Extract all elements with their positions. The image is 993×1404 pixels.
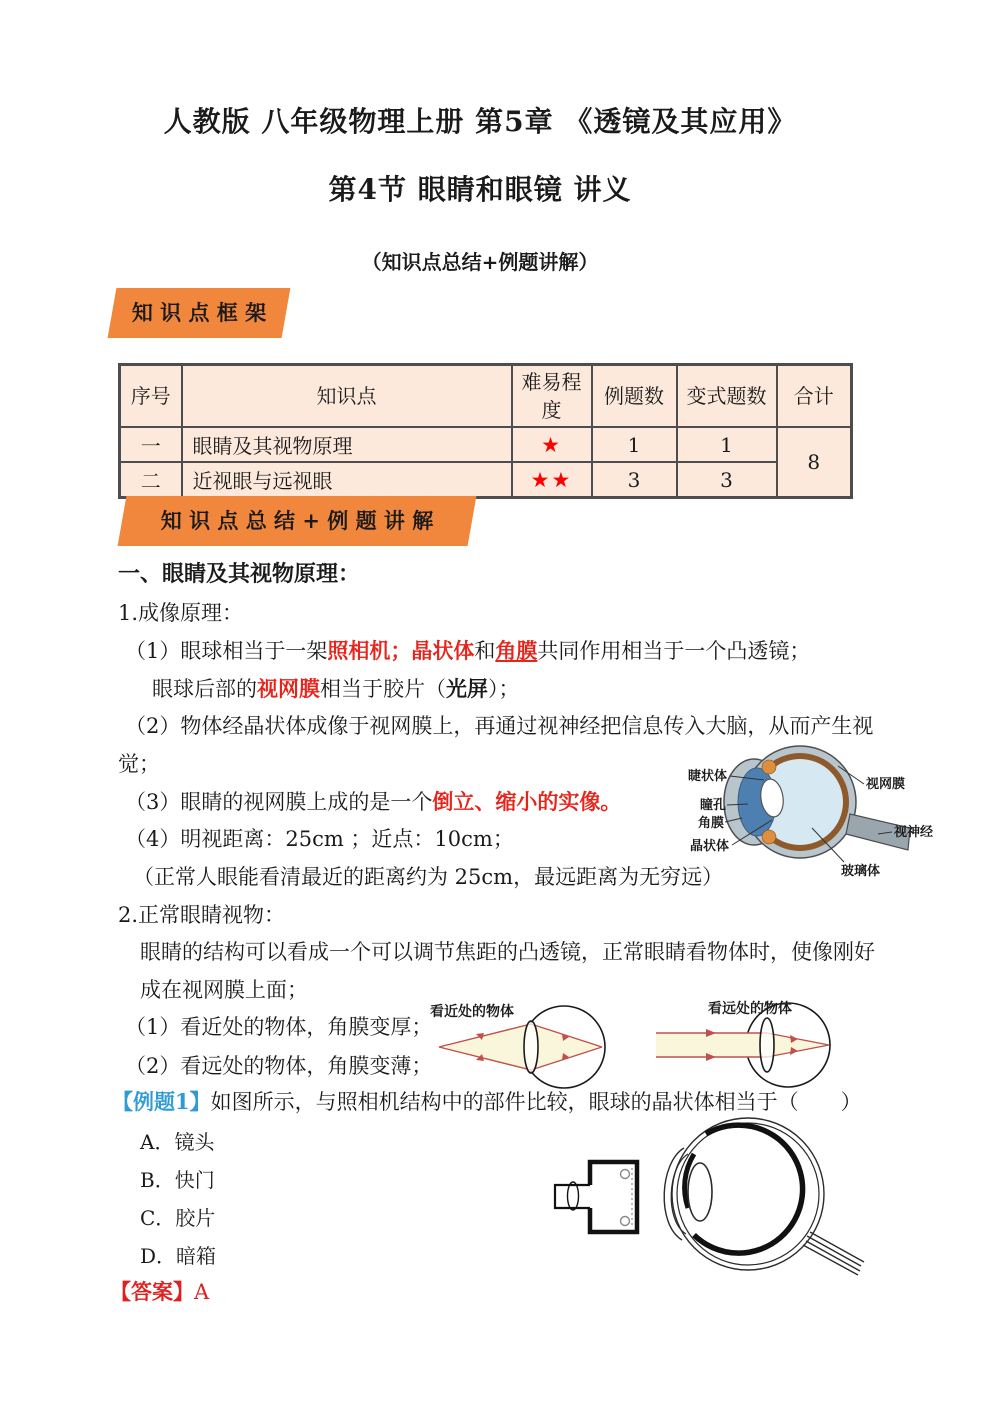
table-header-row: [120, 365, 852, 428]
inverted-image-red-term: 倒立、缩小的实像。: [432, 789, 622, 814]
row2-difficulty-stars: ★★: [530, 467, 573, 492]
lens-shape: [760, 1018, 774, 1072]
col-header-variants: 变式题数: [677, 365, 777, 428]
retina-red-term: 视网膜: [257, 676, 320, 701]
answer-value: A: [194, 1280, 210, 1304]
text-segment: （3）眼睛的视网膜上成的是一个: [125, 790, 433, 814]
question-text: 如图所示，与照相机结构中的部件比较，眼球的晶状体相当于（ ）: [210, 1090, 862, 1114]
label-retina: 视网膜: [866, 777, 906, 792]
camera-red-term: 照相机；: [327, 638, 412, 663]
row1-variants: 1: [677, 427, 777, 462]
text-segment: ）；: [488, 677, 520, 701]
col-header-index: 序号: [120, 365, 182, 428]
camera-lens-barrel: [555, 1182, 590, 1210]
text-segment: 共同作用相当于一个凸透镜；: [537, 639, 811, 663]
table-row: [120, 427, 852, 462]
row1-topic: 眼睛及其视物原理: [182, 427, 512, 462]
light-cone: [439, 1023, 531, 1071]
label-pupil: 瞳孔: [700, 798, 727, 813]
label-lens: 晶状体: [690, 839, 730, 854]
col-header-difficulty: 难易程度: [512, 365, 592, 428]
text-segment: 眼球后部的: [152, 677, 257, 701]
far-vision-diagram: [648, 993, 908, 1096]
paragraph-2-cont: 觉；: [118, 752, 160, 776]
cornea-red-term: 角膜: [495, 638, 538, 663]
answer-tag: 【答案】: [110, 1279, 194, 1304]
col-header-topic: 知识点: [182, 365, 512, 428]
paragraph-4: （4）明视距离：25cm ；近点：10cm；: [125, 827, 514, 851]
table-row: [120, 462, 852, 498]
light-band: [656, 1033, 767, 1057]
paragraph-4-note: （正常人眼能看清最近的距离约为 25cm，最远距离为无穷远）: [133, 865, 724, 889]
banner-summary-examples: [122, 496, 472, 546]
item-imaging-principle: 1.成像原理：: [118, 601, 244, 625]
label-optic-nerve: 视神经: [894, 825, 934, 840]
option-c: C．胶片: [140, 1206, 216, 1230]
total-count-cell: 8: [777, 427, 852, 498]
doc-title-line2: 第4节 眼睛和眼镜 讲义: [328, 173, 632, 206]
doc-subtitle: （知识点总结+例题讲解）: [361, 250, 599, 274]
lens-shape: [524, 1021, 538, 1073]
row2-topic: 近视眼与远视眼: [182, 462, 512, 498]
col-header-examples: 例题数: [592, 365, 677, 428]
label-ciliary-body: 睫状体: [688, 769, 728, 784]
ciliary-body-top: [762, 760, 776, 774]
paragraph-2: （2）物体经晶状体成像于视网膜上，再通过视神经把信息传入大脑，从而产生视: [125, 714, 874, 738]
paragraph-1: [125, 635, 810, 665]
col-header-total: 合计: [777, 365, 852, 428]
option-b: B．快门: [140, 1168, 215, 1192]
ciliary-body-bottom: [762, 830, 776, 844]
near-vision-diagram: [424, 993, 616, 1096]
paragraph-1b: [152, 673, 520, 703]
knowledge-point-table: [118, 363, 853, 499]
doc-title-line1: 人教版 八年级物理上册 第5章 《透镜及其应用》: [163, 105, 797, 138]
answer-line: [110, 1276, 209, 1306]
option-a: A．镜头: [140, 1130, 215, 1154]
eye-anatomy-diagram: [678, 740, 993, 902]
eye-lens-shape: [688, 1163, 712, 1221]
near-object-label: 看近处的物体: [430, 1004, 514, 1020]
row2-index: 二: [120, 462, 182, 498]
label-cornea: 角膜: [698, 816, 725, 831]
text-segment: （1）眼球相当于一架: [125, 639, 328, 663]
section2-item-1: （1）看近处的物体，角膜变厚；: [125, 1015, 433, 1039]
far-object-label: 看远处的物体: [708, 1001, 792, 1017]
paragraph-3: [125, 786, 621, 816]
row1-index: 一: [120, 427, 182, 462]
banner-framework-label: 知 识 点 框 架: [131, 300, 267, 325]
optic-nerve-lines: [803, 1232, 864, 1275]
screen-bold-term: 光屏: [446, 676, 488, 701]
row2-variants: 3: [677, 462, 777, 498]
banner-summary-label: 知 识 点 总 结 + 例 题 讲 解: [160, 508, 434, 533]
lens-red-term: 晶状体: [411, 638, 475, 663]
text-segment: 相当于胶片（: [320, 677, 446, 701]
banner-knowledge-framework: [112, 288, 286, 338]
example-tag: 【例题1】: [112, 1089, 211, 1114]
row1-examples: 1: [592, 427, 677, 462]
row2-examples: 3: [592, 462, 677, 498]
text-segment: 和: [474, 639, 496, 663]
label-vitreous-body: 玻璃体: [841, 864, 881, 879]
section2-item-2: （2）看远处的物体，角膜变薄；: [125, 1054, 433, 1078]
option-d: D．暗箱: [140, 1244, 217, 1268]
section1-heading: 一、眼睛及其视物原理：: [118, 561, 361, 587]
section2-paragraph-1: 眼睛的结构可以看成一个可以调节焦距的凸透镜，正常眼睛看物体时，使像刚好: [140, 940, 875, 964]
item-normal-vision: 2.正常眼睛视物：: [118, 903, 286, 927]
row1-difficulty-stars: ★: [541, 432, 562, 457]
camera-eye-comparison-figure: [548, 1112, 873, 1280]
section2-paragraph-2: 成在视网膜上面；: [140, 978, 308, 1002]
